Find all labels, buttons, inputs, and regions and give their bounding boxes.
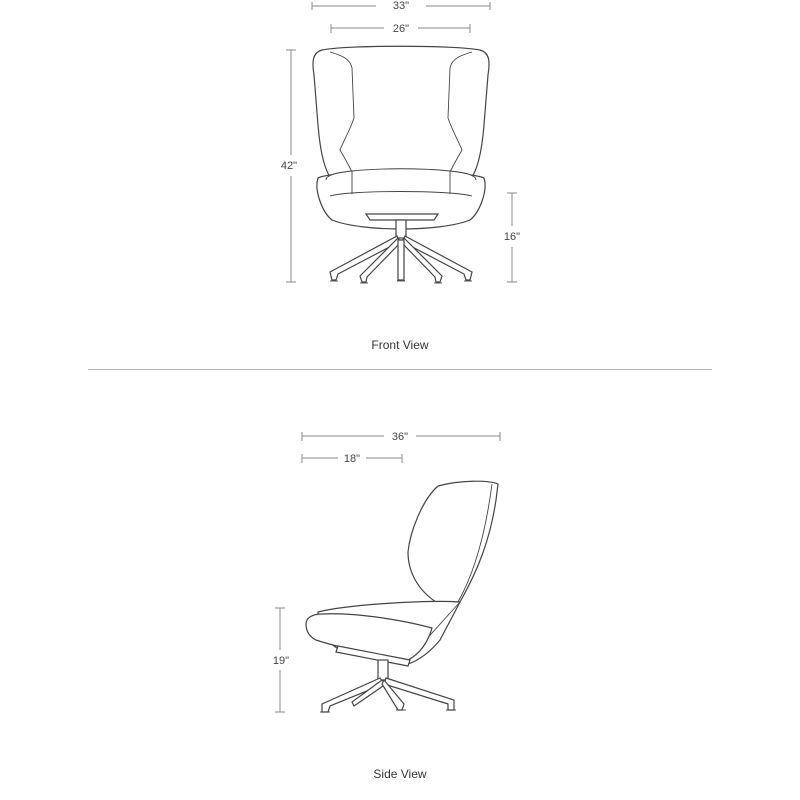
view-divider bbox=[88, 369, 712, 370]
dim-overall-width-label: 33" bbox=[392, 0, 410, 12]
chair-side-illustration bbox=[306, 481, 498, 712]
side-view bbox=[273, 431, 500, 712]
dim-seat-width-label: 26" bbox=[392, 23, 410, 35]
front-view-caption: Front View bbox=[371, 338, 429, 352]
dim-overall-depth-label: 36" bbox=[391, 431, 409, 443]
front-view bbox=[281, 0, 520, 283]
dim-seat-height-label: 16" bbox=[503, 231, 521, 243]
side-view-caption: Side View bbox=[373, 767, 427, 781]
dim-seat-depth-label: 18" bbox=[343, 453, 361, 465]
dim-overall-height-label: 42" bbox=[280, 160, 298, 172]
dim-side-seat-height-label: 19" bbox=[272, 655, 290, 667]
chair-front-illustration bbox=[313, 46, 489, 283]
